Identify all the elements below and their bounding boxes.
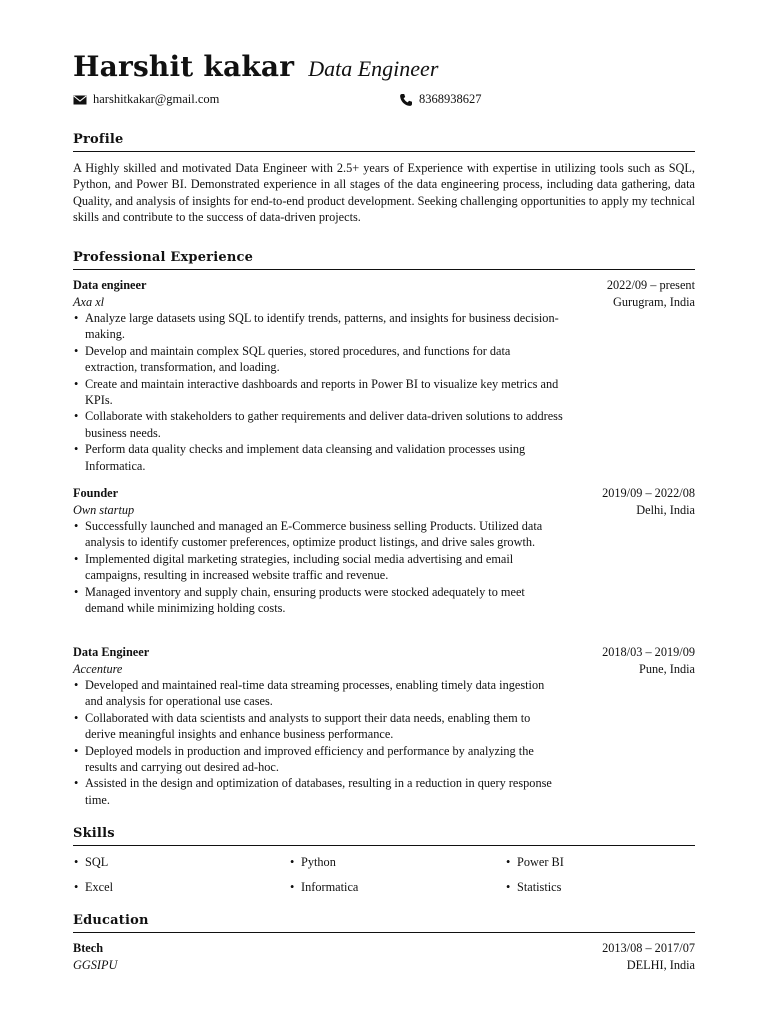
job-bullets: [73, 518, 563, 616]
contact-row: [73, 92, 695, 110]
skills-section: [73, 826, 695, 846]
bullet-item: • Deployed models in production and improved efficiency and performance by analyzing the results and carrying out desired ad-hoc.: [73, 743, 563, 776]
education-dates: 2013/08 – 2017/07: [602, 941, 695, 955]
phone-text[interactable]: 8368938627: [419, 92, 482, 106]
job-dates: 2019/09 – 2022/08: [602, 486, 695, 500]
section-title-skills: Skills: [73, 826, 695, 846]
job-company: Accenture: [73, 661, 123, 676]
profile-text: A Highly skilled and motivated Data Engineer with 2.5+ years of Experience with expertise in utilizing tools such as SQL, Python, and Power BI. Demonstrated experience in all stages of the data engineering process, including data gathering, data Quality, and analysis of insights for end-to-end product development. Seeking challenging opportunities to apply my technical skills and contribute to the success of data-driven projects.: [73, 161, 695, 225]
section-title-profile: Profile: [73, 132, 695, 152]
email-contact[interactable]: [73, 92, 219, 107]
job-title: Data engineer: [73, 278, 147, 292]
section-title-experience: Professional Experience: [73, 250, 695, 270]
job-bullets: [73, 677, 563, 808]
candidate-name: Harshit kakar: [73, 50, 295, 83]
bullet-item: • Assisted in the design and optimization of databases, resulting in a reduction in query response time.: [73, 775, 563, 808]
candidate-role: Data Engineer: [308, 56, 439, 81]
job-company: Axa xl: [73, 294, 105, 309]
job-location: Delhi, India: [636, 502, 695, 517]
job-title: Data Engineer: [73, 645, 150, 659]
job-company: Own startup: [73, 502, 135, 517]
degree-title: Btech: [73, 941, 104, 955]
header: [73, 50, 438, 83]
skill-item: • Statistics: [505, 880, 561, 895]
skill-item: • SQL: [73, 855, 108, 870]
phone-icon: [399, 93, 413, 107]
job-location: Pune, India: [638, 661, 695, 676]
education-institution: GGSIPU: [73, 957, 118, 972]
bullet-item: • Developed and maintained real-time data streaming processes, enabling timely data ingestion and analysis for operational use cases.: [73, 677, 563, 710]
bullet-item: • Create and maintain interactive dashboards and reports in Power BI to visualize key metrics and KPIs.: [73, 376, 563, 409]
skill-item: • Python: [289, 855, 336, 870]
experience-section: [73, 250, 695, 270]
bullet-item: • Collaborated with data scientists and analysts to support their data needs, enabling them to derive meaningful insights and enhance business performance.: [73, 710, 563, 743]
job-title: Founder: [73, 486, 119, 500]
envelope-icon: [73, 93, 87, 107]
job-bullets: [73, 310, 563, 474]
skill-item: • Power BI: [505, 855, 564, 870]
job-dates: 2018/03 – 2019/09: [602, 645, 695, 659]
skill-item: • Excel: [73, 880, 113, 895]
bullet-item: • Develop and maintain complex SQL queries, stored procedures, and functions for data extraction, transformation, and loading.: [73, 343, 563, 376]
bullet-item: • Perform data quality checks and implement data cleansing and validation processes using Informatica.: [73, 441, 563, 474]
skill-item: • Informatica: [289, 880, 358, 895]
phone-contact[interactable]: [399, 92, 482, 107]
email-text[interactable]: harshitkakar@gmail.com: [93, 92, 220, 106]
job-dates: 2022/09 – present: [606, 278, 695, 292]
bullet-item: • Analyze large datasets using SQL to identify trends, patterns, and insights for business decision-making.: [73, 310, 563, 343]
bullet-item: • Successfully launched and managed an E-Commerce business selling Products. Utilized data analysis to identify customer preferences, optimize product listings, and drive sales growth.: [73, 518, 563, 551]
education-section: [73, 913, 695, 933]
bullet-item: • Managed inventory and supply chain, ensuring products were stocked adequately to meet demand while minimizing holding costs.: [73, 584, 563, 617]
section-title-education: Education: [73, 913, 695, 933]
education-location: DELHI, India: [626, 957, 695, 972]
bullet-item: • Implemented digital marketing strategies, including social media advertising and email campaigns, resulting in increased website traffic and revenue.: [73, 551, 563, 584]
bullet-item: • Collaborate with stakeholders to gather requirements and deliver data-driven solutions to address business needs.: [73, 408, 563, 441]
profile-section: [73, 132, 695, 226]
job-location: Gurugram, India: [613, 294, 695, 309]
